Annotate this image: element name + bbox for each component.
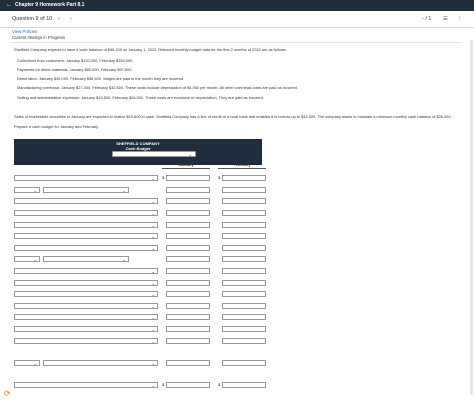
february-amount-input[interactable]	[222, 210, 266, 216]
budget-line-select[interactable]: ⌄	[14, 198, 158, 204]
next-question-icon[interactable]: ›	[70, 16, 72, 22]
more-options-icon[interactable]: ⋮	[457, 16, 463, 22]
january-amount-input[interactable]	[166, 268, 210, 274]
february-amount-input[interactable]	[222, 291, 266, 297]
january-amount-input[interactable]	[166, 256, 210, 262]
budget-line-select[interactable]: ⌄	[14, 233, 158, 239]
february-amount-input[interactable]	[222, 268, 266, 274]
february-amount-input[interactable]	[222, 233, 266, 239]
budget-line-select[interactable]: ⌄	[14, 382, 158, 388]
january-amount-input[interactable]	[166, 175, 210, 181]
january-amount-input[interactable]	[166, 210, 210, 216]
question-bar	[0, 11, 474, 28]
january-amount-input[interactable]	[166, 198, 210, 204]
february-amount-input[interactable]	[222, 326, 266, 332]
january-amount-input[interactable]	[166, 314, 210, 320]
budget-line-select[interactable]: ⌄	[43, 187, 129, 193]
february-amount-input[interactable]	[222, 175, 266, 181]
problem-item: Selling and administrative expenses: January $19,500, February $26,000. These costs are exclusive of depreciation. They are paid as incurred.	[17, 95, 264, 100]
february-amount-input[interactable]	[222, 280, 266, 286]
scrollbar[interactable]	[470, 40, 473, 395]
january-amount-input[interactable]	[166, 382, 210, 388]
budget-line-select[interactable]: ⌄	[43, 360, 158, 366]
january-amount-input[interactable]	[166, 360, 210, 366]
assignment-title: Chapter 9 Homework Part 8.1	[15, 2, 85, 8]
january-amount-input[interactable]	[166, 291, 210, 297]
top-bar	[0, 0, 474, 11]
january-amount-input[interactable]	[166, 187, 210, 193]
problem-item: Direct labor: January $39,000, February $58,500. Wages are paid in the month they are incurred.	[17, 76, 185, 81]
problem-item: Collections from customers: January $120,000, February $159,000.	[17, 58, 134, 63]
company-name: SHEFFIELD COMPANY	[116, 141, 160, 146]
february-amount-input[interactable]	[222, 245, 266, 251]
february-amount-input[interactable]	[222, 198, 266, 204]
budget-line-select[interactable]: ⌄	[14, 175, 158, 181]
operator-select[interactable]: ⌄	[14, 360, 40, 366]
problem-prompt: Prepare a cash budget for January and February.	[14, 124, 99, 129]
currency-symbol: $	[218, 382, 221, 387]
february-amount-input[interactable]	[222, 360, 266, 366]
question-number: Question 9 of 10	[12, 16, 53, 22]
divider	[10, 42, 462, 43]
january-amount-input[interactable]	[166, 303, 210, 309]
attempt-status: Current Attempt in Progress	[12, 35, 66, 40]
budget-line-select[interactable]: ⌄	[43, 256, 129, 262]
february-amount-input[interactable]	[222, 303, 266, 309]
score-display: - / 1	[422, 16, 432, 22]
budget-line-select[interactable]: ⌄	[14, 338, 158, 344]
budget-line-select[interactable]: ⌄	[14, 245, 158, 251]
budget-line-select[interactable]: ⌄	[14, 268, 158, 274]
budget-subtitle: Cash Budget	[125, 146, 151, 151]
question-list-icon[interactable]: ☰	[443, 16, 448, 22]
february-amount-input[interactable]	[222, 187, 266, 193]
january-amount-input[interactable]	[166, 222, 210, 228]
currency-symbol: $	[162, 382, 165, 387]
january-amount-input[interactable]	[166, 233, 210, 239]
column-header-february: February	[218, 162, 266, 169]
february-amount-input[interactable]	[222, 382, 266, 388]
budget-line-select[interactable]: ⌄	[14, 326, 158, 332]
column-header-january: January	[162, 162, 210, 169]
january-amount-input[interactable]	[166, 338, 210, 344]
budget-line-select[interactable]: ⌄	[14, 280, 158, 286]
budget-line-select[interactable]: ⌄	[14, 314, 158, 320]
currency-symbol: $	[218, 175, 221, 180]
problem-intro: Sheffield Company expects to have a cash balance of $46,100 on January 1, 2022. Relevant monthly budget data for the first 2 months of 2022 are as follows.	[14, 47, 287, 52]
february-amount-input[interactable]	[222, 256, 266, 262]
operator-select[interactable]: ⌄	[14, 256, 40, 262]
january-amount-input[interactable]	[166, 245, 210, 251]
february-amount-input[interactable]	[222, 314, 266, 320]
back-arrow-icon[interactable]: ←	[6, 2, 12, 8]
february-amount-input[interactable]	[222, 338, 266, 344]
budget-line-select[interactable]: ⌄	[14, 291, 158, 297]
january-amount-input[interactable]	[166, 326, 210, 332]
problem-securities: Sales of marketable securities in January are expected to realize $15,600 in cash. Sheffield Company has a line of credit at a local bank that enables it to borrow up to $32,500. The company wants to maintain a minimum monthly cash balance of $26,000.	[14, 114, 452, 119]
budget-line-select[interactable]: ⌄	[14, 210, 158, 216]
help-icon[interactable]: ⟳	[4, 389, 11, 398]
february-amount-input[interactable]	[222, 222, 266, 228]
problem-item: Manufacturing overhead: January $27,300, February $32,500. These costs include depreciation of $5,950 per month. All other overhead costs are paid as incurred.	[17, 85, 298, 90]
previous-question-icon[interactable]: ‹	[58, 16, 60, 22]
january-amount-input[interactable]	[166, 280, 210, 286]
budget-line-select[interactable]: ⌄	[14, 222, 158, 228]
period-select[interactable]: ⌄	[112, 151, 196, 157]
problem-item: Payments for direct materials: January $80,000, February $97,500.	[17, 67, 133, 72]
operator-select[interactable]: ⌄	[14, 187, 40, 193]
view-policies-link[interactable]: View Policies	[12, 29, 38, 34]
currency-symbol: $	[162, 175, 165, 180]
budget-line-select[interactable]: ⌄	[14, 303, 158, 309]
